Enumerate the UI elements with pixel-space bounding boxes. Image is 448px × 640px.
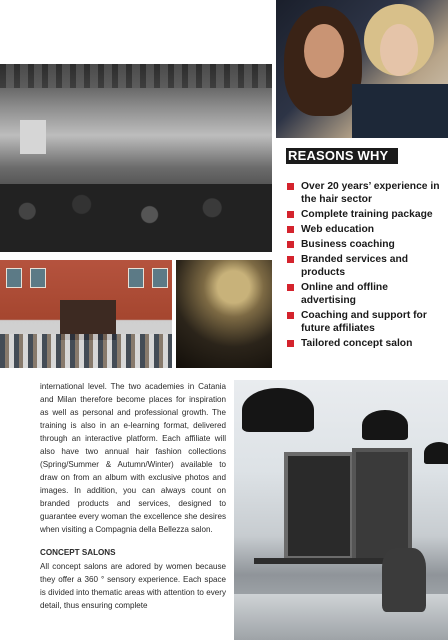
event-night-photo <box>176 260 272 368</box>
list-item: Business coaching <box>287 239 445 252</box>
reasons-why-heading: REASONS WHY <box>286 148 398 164</box>
academy-building-photo <box>0 260 172 368</box>
list-item: Online and offline advertising <box>287 282 445 307</box>
concept-salons-heading: CONCEPT SALONS <box>40 548 116 557</box>
body-paragraph: international level. The two academies in Catania and Milan therefore become places for inspiration as well as personal and professional growth. The training is also in an e-learning format, delivered through an interactive platform. Each affiliate will also have two annual hair fashion collections (Spring/Summer & Autumn/Winter) available to draw on from an album with exclusive photos and images. In addition, you can always count on branded products and services, designed to guarantee every woman the excellence she desires when visiting a Compagnia della Bellezza salon. <box>40 382 226 534</box>
square-bullet-icon <box>287 241 294 248</box>
body-text-column <box>40 380 226 612</box>
training-conference-photo <box>0 64 272 252</box>
square-bullet-icon <box>287 183 294 190</box>
square-bullet-icon <box>287 226 294 233</box>
list-item: Web education <box>287 224 445 237</box>
salon-interior-photo <box>234 380 448 640</box>
body-paragraph: All concept salons are adored by women because they offer a 360 ° sensory experience. Each space is divided into thematic areas with attention to every detail, thus ensuring complete <box>40 562 226 610</box>
square-bullet-icon <box>287 312 294 319</box>
list-item: Over 20 years’ experience in the hair sector <box>287 181 445 206</box>
models-portrait-photo <box>276 0 448 138</box>
reasons-list <box>287 181 445 353</box>
square-bullet-icon <box>287 340 294 347</box>
list-item: Tailored concept salon <box>287 338 445 351</box>
list-item: Complete training package <box>287 209 445 222</box>
square-bullet-icon <box>287 256 294 263</box>
list-item: Branded services and products <box>287 254 445 279</box>
list-item: Coaching and support for future affiliates <box>287 310 445 335</box>
square-bullet-icon <box>287 211 294 218</box>
square-bullet-icon <box>287 284 294 291</box>
